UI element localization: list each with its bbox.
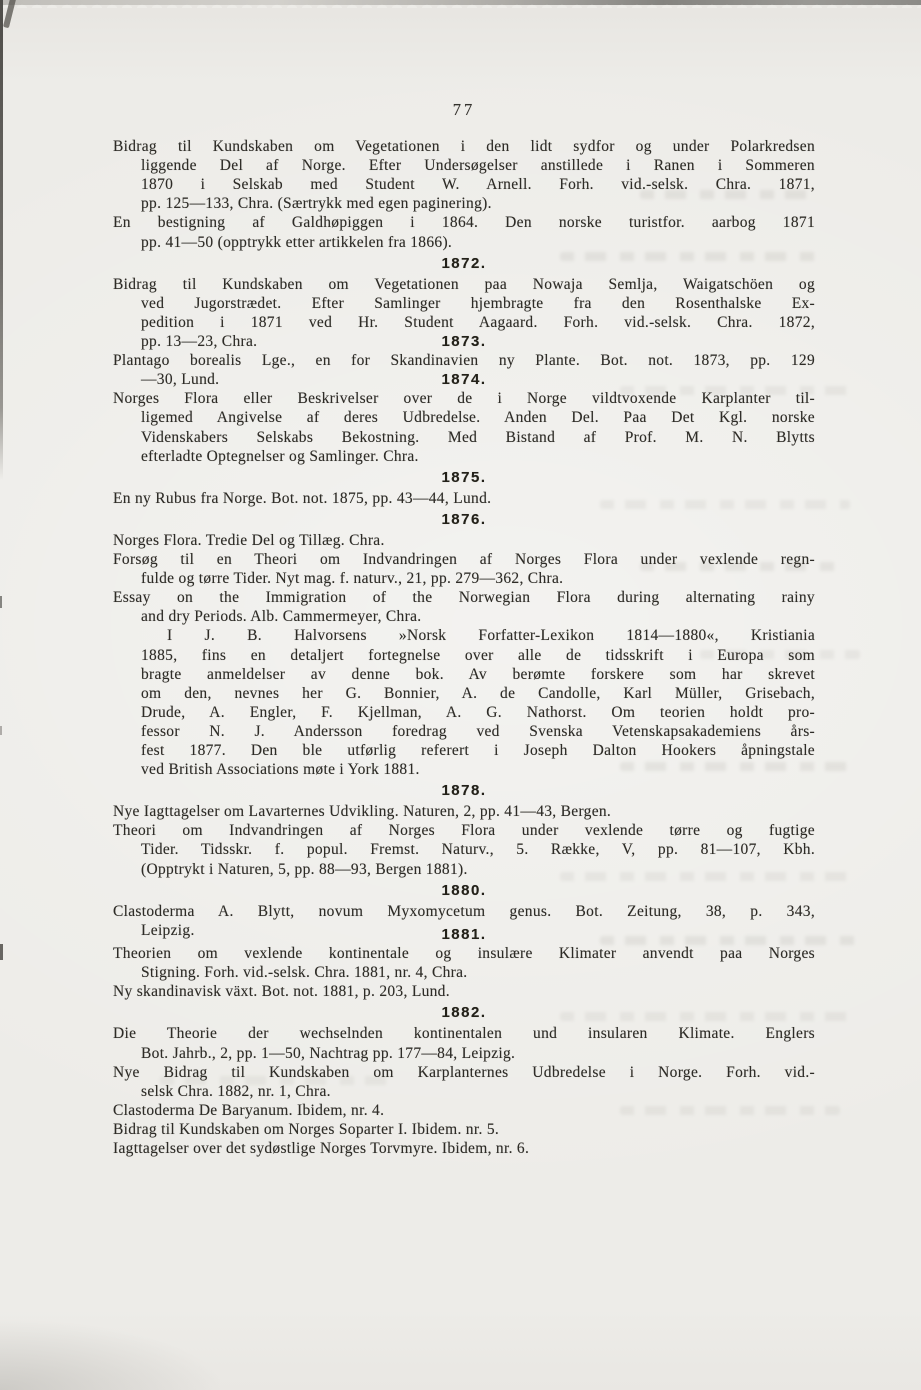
entry-line: pp. 41—50 (opptrykk etter artikkelen fra 1866). bbox=[141, 233, 453, 251]
entry-line: Bidrag til Kundskaben om Vegetationen paa Nowaja Semlja, Waigatschöen og bbox=[113, 275, 815, 293]
bib-entry bbox=[113, 213, 815, 251]
entry-line: fest 1877. Den ble utførlig referert i Joseph Dalton Hookers åpningstale bbox=[141, 742, 815, 759]
entry-line: Theori om Indvandringen af Norges Flora under vexlende tørre og fugtige bbox=[113, 822, 815, 840]
entry-line: efterladte Optegnelser og Samlinger. Chra. bbox=[141, 447, 419, 465]
bibliography-text-block bbox=[113, 0, 815, 1158]
entry-line: 1885, fins en detaljert fortegnelse over alle de tidsskrift i Europa som bbox=[141, 646, 815, 664]
entry-line: Tider. Tidsskr. f. popul. Fremst. Naturv., 5. Række, V, pp. 81—107, Kbh. bbox=[141, 841, 815, 859]
entry-line: Videnskabers Selskabs Bekostning. Med Bistand af Prof. M. N. Blytts bbox=[141, 428, 815, 446]
bib-entry bbox=[113, 137, 815, 213]
entry-line: 1870 i Selskab med Student W. Arnell. Forh. vid.-selsk. Chra. 1871, bbox=[141, 176, 815, 194]
year-heading-1881: 1881. bbox=[441, 925, 487, 943]
entry-line: En bestigning af Galdhøpiggen i 1864. Den norske turistfor. aarbog 1871 bbox=[113, 214, 815, 232]
entry-line: Clastoderma A. Blytt, novum Myxomycetum genus. Bot. Zeitung, 38, p. 343, bbox=[113, 902, 815, 920]
entry-line: Clastoderma De Baryanum. Ibidem, nr. 4. bbox=[113, 1101, 385, 1119]
entry-line: Drude, A. Engler, F. Kjellman, A. G. Nathorst. Om teorien holdt pro- bbox=[141, 703, 815, 721]
entry-line: pp. 13—23, Chra. bbox=[141, 333, 258, 351]
entry-line: om den, nevnes her G. Bonnier, A. de Candolle, Karl Müller, Grisebach, bbox=[141, 684, 815, 702]
entry-line: Die Theorie der wechselnden kontinentalen und insularen Klimate. Englers bbox=[113, 1025, 815, 1043]
entry-line: —30, Lund. bbox=[141, 371, 220, 389]
bib-entry bbox=[113, 389, 815, 465]
bib-entry bbox=[113, 588, 815, 626]
entry-line: Norges Flora. Tredie Del og Tillæg. Chra. bbox=[113, 531, 385, 549]
bib-entry bbox=[113, 821, 815, 878]
entry-line: En ny Rubus fra Norge. Bot. not. 1875, pp. 43—44, Lund. bbox=[113, 489, 492, 507]
entry-line: pp. 125—133, Chra. (Særtrykk med egen paginering). bbox=[141, 195, 492, 213]
bib-entry bbox=[113, 982, 815, 1001]
bib-entry bbox=[113, 1024, 815, 1062]
bib-note bbox=[113, 626, 815, 779]
year-heading-1874: 1874. bbox=[441, 371, 487, 389]
year-heading-1873: 1873. bbox=[441, 333, 487, 351]
entry-line: bragte anmeldelser av denne bok. Av berømte forskere som har skrevet bbox=[141, 665, 815, 683]
entry-line: Bidrag til Kundskaben om Vegetationen i den lidt sydfor og under Polarkredsen bbox=[113, 138, 815, 156]
entry-line: Ny skandinavisk växt. Bot. not. 1881, p. 203, Lund. bbox=[113, 983, 450, 1001]
entry-line: fulde og tørre Tider. Nyt mag. f. naturv., 21, pp. 279—362, Chra. bbox=[141, 570, 564, 588]
entry-line: ved British Associations møte i York 1881. bbox=[141, 761, 420, 779]
bib-entry bbox=[113, 1101, 815, 1120]
entry-line: and dry Periods. Alb. Cammermeyer, Chra. bbox=[141, 608, 422, 626]
year-heading-1882: 1882. bbox=[441, 1004, 487, 1022]
entry-line: Norges Flora eller Beskrivelser over de i Norge vildtvoxende Karplanter til- bbox=[113, 390, 815, 408]
entry-line: Nye Bidrag til Kundskaben om Karplanternes Udbredelse i Norge. Forh. vid.- bbox=[113, 1063, 815, 1081]
entry-line: (Opptrykt i Naturen, 5, pp. 88—93, Bergen 1881). bbox=[141, 860, 468, 878]
entry-line: liggende Del af Norge. Efter Undersøgelser anstillede i Ranen i Sommeren bbox=[141, 157, 815, 175]
entry-line: Stigning. Forh. vid.-selsk. Chra. 1881, nr. 4, Chra. bbox=[141, 964, 468, 982]
entry-line: Forsøg til en Theori om Indvandringen af Norges Flora under vexlende regn- bbox=[113, 551, 815, 569]
entry-line: Bidrag til Kundskaben om Norges Soparter I. Ibidem. nr. 5. bbox=[113, 1120, 500, 1138]
entry-line: Leipzig. bbox=[141, 921, 195, 939]
entry-line: Iagttagelser over det sydøstlige Norges Torvmyre. Ibidem, nr. 6. bbox=[113, 1139, 530, 1157]
entry-line: Plantago borealis Lge., en for Skandinavien ny Plante. Bot. not. 1873, pp. 129 bbox=[113, 352, 815, 370]
entry-line: Theorien om vexlende kontinentale og insulære Klimater anvendt paa Norges bbox=[113, 945, 815, 963]
scan-artifact-left-tick bbox=[0, 596, 2, 608]
bib-entry bbox=[113, 531, 815, 550]
entry-line: Nye Iagttagelser om Lavarternes Udvikling. Naturen, 2, pp. 41—43, Bergen. bbox=[113, 803, 612, 821]
bib-entry bbox=[113, 944, 815, 982]
year-heading-1875: 1875. bbox=[441, 468, 487, 486]
entry-line: I J. B. Halvorsens »Norsk Forfatter-Lexikon 1814—1880«, Kristiania bbox=[167, 627, 815, 645]
year-heading-1876: 1876. bbox=[441, 510, 487, 528]
entry-line: selsk Chra. 1882, nr. 1, Chra. bbox=[141, 1082, 331, 1100]
bib-entry bbox=[113, 489, 815, 508]
bib-entry bbox=[113, 1063, 815, 1101]
entry-line: pedition i 1871 ved Hr. Student Aagaard. Forh. vid.-selsk. Chra. 1872, bbox=[141, 313, 815, 331]
bib-entry bbox=[113, 1120, 815, 1139]
entry-line: ved Jugorstrædet. Efter Samlinger hjembragte fra den Rosenthalske Ex- bbox=[141, 294, 815, 312]
entry-line: Bot. Jahrb., 2, pp. 1—50, Nachtrag pp. 177—84, Leipzig. bbox=[141, 1044, 516, 1062]
scan-artifact-left-tick bbox=[0, 944, 3, 960]
entry-line: Essay on the Immigration of the Norwegian Flora during alternating rainy bbox=[113, 589, 815, 607]
year-heading-1880: 1880. bbox=[441, 881, 487, 899]
page-number: 77 bbox=[452, 100, 476, 119]
entry-line: ligemed Angivelse af deres Udbredelse. Anden Del. Paa Det Kgl. norske bbox=[141, 409, 815, 427]
scan-artifact-left-tick bbox=[0, 726, 2, 735]
year-heading-1872: 1872. bbox=[441, 254, 487, 272]
year-heading-1878: 1878. bbox=[441, 782, 487, 800]
bib-entry bbox=[113, 550, 815, 588]
scan-artifact-bottom-corner-shadow bbox=[0, 1320, 220, 1390]
bib-entry bbox=[113, 802, 815, 821]
bib-entry bbox=[113, 1139, 815, 1158]
scan-artifact-left-binding-shadow bbox=[0, 0, 3, 480]
entry-line: fessor N. J. Andersson foredrag ved Svenska Vetenskapsakademiens års- bbox=[141, 722, 815, 740]
